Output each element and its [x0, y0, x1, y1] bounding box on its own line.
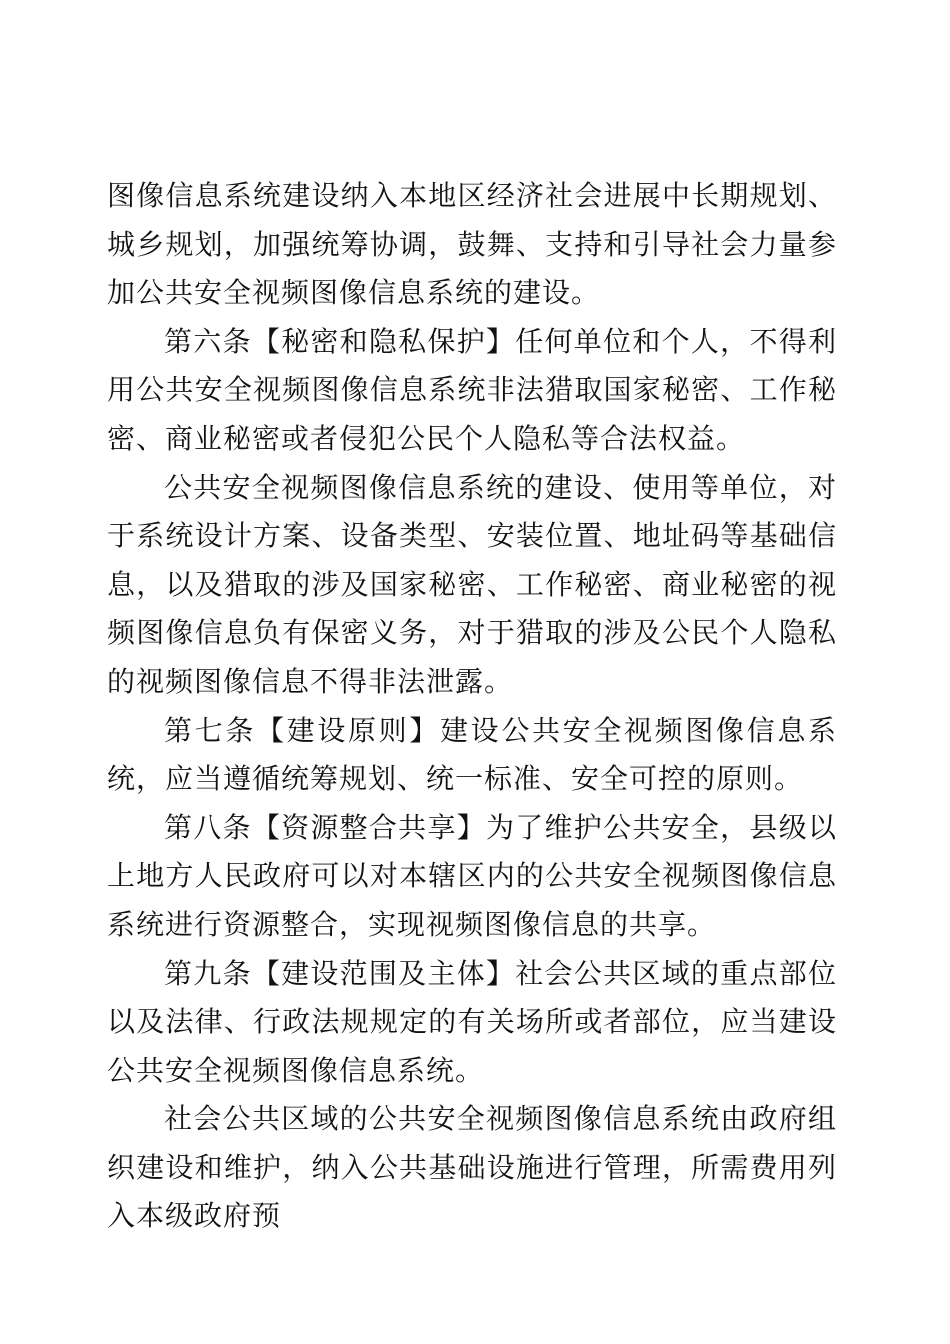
paragraph-article-6: 第六条【秘密和隐私保护】任何单位和个人，不得利用公共安全视频图像信息系统非法猎取国家秘密、工作秘密、商业秘密或者侵犯公民个人隐私等合法权益。 — [107, 324, 837, 455]
paragraph-continuation: 图像信息系统建设纳入本地区经济社会进展中长期规划、城乡规划，加强统筹协调，鼓舞、支持和引导社会力量参加公共安全视频图像信息系统的建设。 — [107, 179, 837, 310]
paragraph-article-9-part-2: 社会公共区域的公共安全视频图像信息系统由政府组织建设和维护，纳入公共基础设施进行管理，所需费用列入本级政府预 — [107, 1102, 837, 1233]
paragraph-article-9: 第九条【建设范围及主体】社会公共区域的重点部位以及法律、行政法规规定的有关场所或者部位，应当建设公共安全视频图像信息系统。 — [107, 956, 837, 1087]
document-body — [107, 172, 837, 1241]
paragraph-article-7: 第七条【建设原则】建设公共安全视频图像信息系统，应当遵循统筹规划、统一标准、安全可控的原则。 — [107, 713, 837, 796]
paragraph-article-6-part-2: 公共安全视频图像信息系统的建设、使用等单位，对于系统设计方案、设备类型、安装位置、地址码等基础信息，以及猎取的涉及国家秘密、工作秘密、商业秘密的视频图像信息负有保密义务，对于猎取的涉及公民个人隐私的视频图像信息不得非法泄露。 — [107, 470, 837, 698]
paragraph-article-8: 第八条【资源整合共享】为了维护公共安全，县级以上地方人民政府可以对本辖区内的公共安全视频图像信息系统进行资源整合，实现视频图像信息的共享。 — [107, 810, 837, 941]
